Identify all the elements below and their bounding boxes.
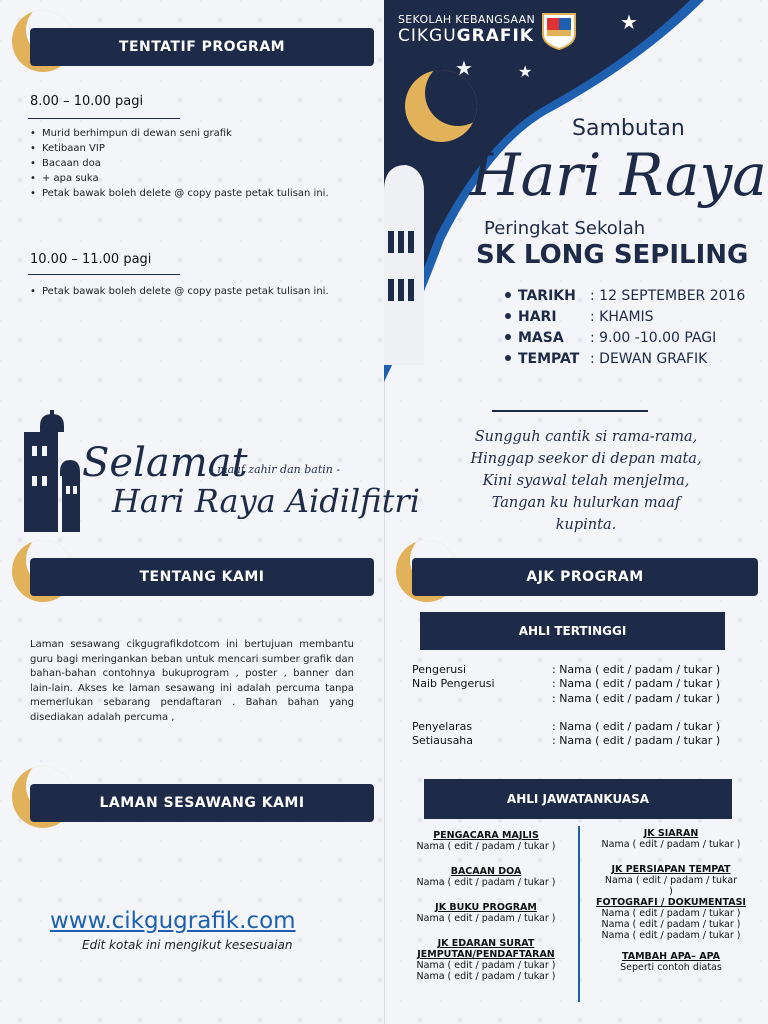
tentang-paragraph: Laman sesawang cikgugrafikdotcom ini bertujuan membantu guru bagi meringankan beban untuk mencari sumber grafik dan bahan-bahan contohnya bukuprogram , poster , banner dan lain-lain. Akses ke laman sesawang ini adalah percuma tanpa memerlukan sebarang pendaftaran . Bahan bahan yang disediakan adalah percuma , <box>30 639 354 723</box>
poem-line: Kini syawal telah menjelma, <box>482 473 690 489</box>
detail-hari <box>505 309 654 325</box>
table-row <box>412 663 752 677</box>
committee-right <box>585 828 757 973</box>
table-row <box>412 720 752 734</box>
role-name: : Nama ( edit / padam / tukar ) <box>552 719 721 733</box>
ahli-tertinggi-banner: AHLI TERTINGGI <box>420 612 725 650</box>
detail-tempat <box>505 351 707 367</box>
detail-value: : DEWAN GRAFIK <box>590 351 708 367</box>
tentang-banner: TENTANG KAMI <box>30 558 374 596</box>
committee-title: JK BUKU PROGRAM <box>435 902 537 913</box>
committee-divider <box>578 826 580 1002</box>
star-icon: ★ <box>455 56 473 80</box>
list-item: • Petak bawak boleh delete @ copy paste petak tulisan ini. <box>30 186 356 201</box>
school-line2 <box>398 26 534 46</box>
school-line1: SEKOLAH KEBANGSAAN <box>398 13 536 26</box>
committee-name: Nama ( edit / padam / tukar ) <box>416 971 556 982</box>
website-link[interactable]: www.cikgugrafik.com <box>50 908 296 934</box>
detail-label: HARI <box>518 309 557 325</box>
hari-raya-aidilfitri-text: Hari Raya Aidilfitri <box>112 482 420 520</box>
maaf-zahir-text: - maaf zahir dan batin - <box>210 463 341 476</box>
list-item: • Murid berhimpun di dewan seni grafik <box>30 126 356 141</box>
role-name: : Nama ( edit / padam / tukar ) <box>552 691 721 705</box>
edit-note: Edit kotak ini mengikut kesesuaian <box>82 938 293 952</box>
committee-title: PENGACARA MAJLIS <box>433 830 539 841</box>
committee-title: BACAAN DOA <box>450 866 522 877</box>
committee-note: Seperti contoh diatas <box>620 962 722 973</box>
committee-name: Nama ( edit / padam / tukar ) <box>416 913 556 924</box>
role-label: Pengerusi <box>412 663 467 676</box>
committee-name: ) <box>669 886 673 897</box>
list-item: • + apa suka <box>30 171 356 186</box>
school-logo-icon <box>541 12 577 50</box>
mosque-tower-icon <box>20 410 84 532</box>
school-name: SK LONG SEPILING <box>476 240 749 270</box>
hari-raya-title: Hari Raya <box>470 141 767 209</box>
ahli-jawatankuasa-banner: AHLI JAWATANKUASA <box>424 779 732 819</box>
role-name: : Nama ( edit / padam / tukar ) <box>552 734 721 748</box>
slot2-rule <box>28 274 180 275</box>
committee-name: Nama ( edit / padam / tukar ) <box>601 839 741 850</box>
detail-value: : KHAMIS <box>590 309 654 325</box>
committee-name: Nama ( edit / padam / tukar ) <box>416 877 556 888</box>
slot1-rule <box>28 118 180 119</box>
tentatif-banner: TENTATIF PROGRAM <box>30 28 374 66</box>
pantun-poem <box>466 426 706 536</box>
ajk-table <box>412 663 752 748</box>
detail-label: TEMPAT <box>518 351 580 367</box>
role-name: : Nama ( edit / padam / tukar ) <box>552 677 721 691</box>
committee-title: TAMBAH APA– APA <box>621 951 721 962</box>
list-item: • Petak bawak boleh delete @ copy paste petak tulisan ini. <box>30 284 356 299</box>
detail-label: TARIKH <box>518 288 576 304</box>
slot2-list <box>30 284 356 299</box>
committee-name: Nama ( edit / padam / tukar ) <box>601 930 741 941</box>
school-line2-light: CIKGU <box>398 26 457 46</box>
committee-name: Nama ( edit / padam / tukar <box>604 875 738 886</box>
poem-rule <box>492 410 648 412</box>
slot1-list <box>30 126 356 201</box>
committee-title: FOTOGRAFI / DOKUMENTASI <box>596 897 746 908</box>
list-item: • Bacaan doa <box>30 156 356 171</box>
poem-line: Sungguh cantik si rama-rama, <box>474 429 698 445</box>
detail-label: MASA <box>518 330 564 346</box>
star-icon: ★ <box>518 62 533 81</box>
detail-value: : 9.00 -10.00 PAGI <box>590 330 717 346</box>
role-label <box>412 692 552 706</box>
table-row <box>412 734 752 748</box>
slot1-time: 8.00 – 10.00 pagi <box>30 94 144 109</box>
table-row <box>412 677 752 691</box>
committee-title: JK PERSIAPAN TEMPAT <box>611 864 731 875</box>
committee-name: Nama ( edit / padam / tukar ) <box>416 960 556 971</box>
role-label: Setiausaha <box>412 734 474 748</box>
committee-name: Nama ( edit / padam / tukar ) <box>601 908 741 919</box>
committee-title: JK EDARAN SURAT <box>437 938 535 949</box>
role-label: Penyelaras <box>412 719 473 733</box>
detail-masa <box>505 330 716 346</box>
peringkat-text: Peringkat Sekolah <box>484 218 646 239</box>
detail-value: : 12 SEPTEMBER 2016 <box>590 288 746 304</box>
role-label: Naib Pengerusi <box>412 677 495 691</box>
detail-tarikh <box>505 288 745 304</box>
star-icon: ★ <box>620 10 638 34</box>
committee-title: JEMPUTAN/PENDAFTARAN <box>417 949 555 960</box>
slot2-time: 10.00 – 11.00 pagi <box>30 252 152 267</box>
committee-name: Nama ( edit / padam / tukar ) <box>416 841 556 852</box>
committee-title: JK SIARAN <box>643 828 699 839</box>
cover-mosque-icon <box>384 165 424 365</box>
committee-name: Nama ( edit / padam / tukar ) <box>601 919 741 930</box>
sambutan-text: Sambutan <box>572 116 685 141</box>
poem-line: Hinggap seekor di depan mata, <box>470 451 702 467</box>
committee-left <box>400 830 572 982</box>
selamat-text: Selamat <box>82 440 248 486</box>
laman-banner: LAMAN SESAWANG KAMI <box>30 784 374 822</box>
ajk-banner: AJK PROGRAM <box>412 558 758 596</box>
school-line2-bold: GRAFIK <box>456 26 534 46</box>
table-row <box>412 692 752 706</box>
cover-crescent-icon <box>405 70 477 142</box>
list-item: • Ketibaan VIP <box>30 141 356 156</box>
role-name: : Nama ( edit / padam / tukar ) <box>552 663 721 676</box>
poem-line: Tangan ku hulurkan maaf kupinta. <box>491 495 681 533</box>
